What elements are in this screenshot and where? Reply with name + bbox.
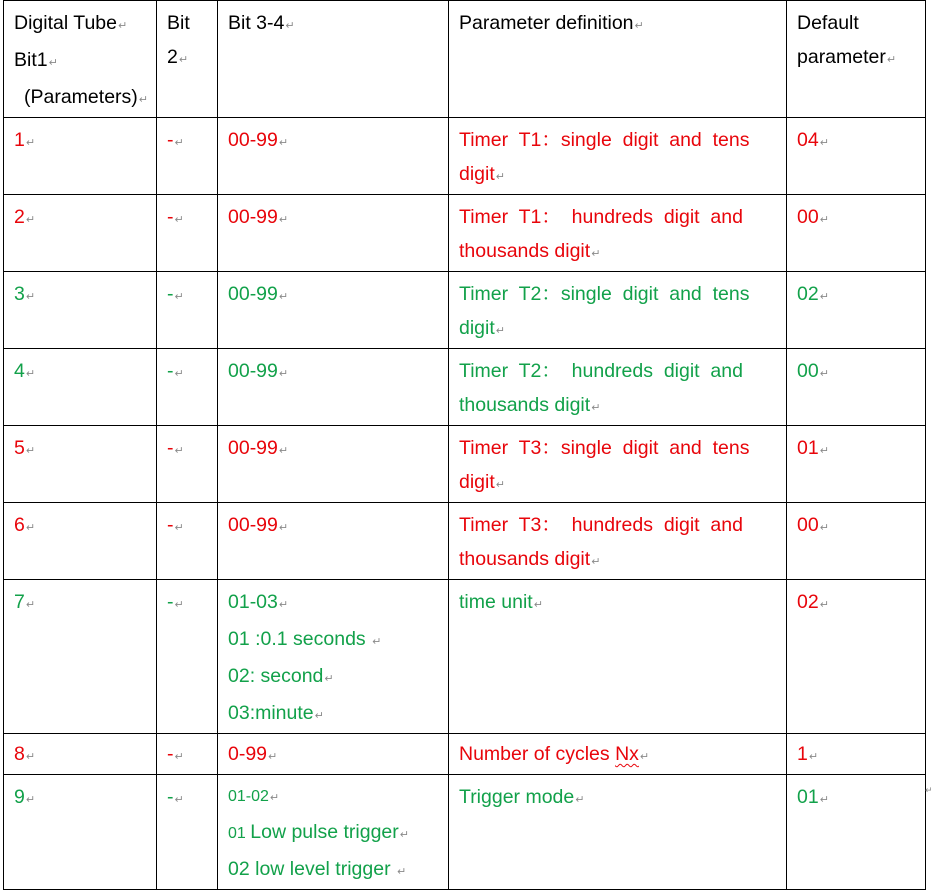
range-cell: 00-99 bbox=[228, 360, 278, 382]
table-row-8: 8↵ -↵ 0-99↵ Number of cycles Nx↵ 1↵ bbox=[4, 734, 926, 775]
header-col1-line3: (Parameters) bbox=[24, 86, 138, 108]
definition-cell: Trigger mode bbox=[459, 786, 575, 808]
default-cell: 00 bbox=[797, 360, 819, 382]
header-bit2-cell: Bit 2↵ bbox=[157, 1, 218, 118]
bit2-cell: - bbox=[167, 786, 174, 808]
bit2-cell: - bbox=[167, 283, 174, 305]
header-definition-cell: Parameter definition↵ bbox=[449, 1, 787, 118]
default-cell: 00 bbox=[797, 206, 819, 228]
range-cell: 00-99 bbox=[228, 514, 278, 536]
header-col4: Parameter definition bbox=[459, 12, 634, 34]
header-col5-line1: Default bbox=[797, 12, 859, 34]
param-cell: 8 bbox=[14, 743, 25, 765]
default-cell: 01 bbox=[797, 437, 819, 459]
default-cell: 04 bbox=[797, 129, 819, 151]
definition-prefix: Number of cycles bbox=[459, 743, 616, 765]
table-row-3: 3↵ -↵ 00-99↵ Timer T2：single digit and tens digit↵ 02↵ bbox=[4, 272, 926, 349]
header-col1-line1: Digital Tube bbox=[14, 12, 117, 34]
definition-line-2: digit bbox=[459, 471, 495, 493]
header-row bbox=[4, 1, 926, 118]
header-col2-line2: 2 bbox=[167, 46, 178, 68]
header-col2-line1: Bit bbox=[167, 12, 190, 34]
range-line-2: 01 :0.1 seconds bbox=[228, 628, 372, 650]
definition-line-2: digit bbox=[459, 317, 495, 339]
table-row-7: 7↵ -↵ 01-03↵ 01 :0.1 seconds ↵ 02: second↵ 03:minute↵ time unit↵ 02↵ bbox=[4, 580, 926, 734]
default-cell: 02 bbox=[797, 591, 819, 613]
default-cell: 02 bbox=[797, 283, 819, 305]
parameter-table bbox=[3, 0, 926, 890]
default-cell: 00 bbox=[797, 514, 819, 536]
range-line-4: 03:minute bbox=[228, 702, 314, 724]
table-row-6: 6↵ -↵ 00-99↵ Timer T3： hundreds digit and thousands digit↵ 00↵ bbox=[4, 503, 926, 580]
table-row-5: 5↵ -↵ 00-99↵ Timer T3：single digit and tens digit↵ 01↵ bbox=[4, 426, 926, 503]
definition-line-1: Timer T2： hundreds digit and bbox=[459, 360, 743, 382]
param-cell: 9 bbox=[14, 786, 25, 808]
default-cell: 1 bbox=[797, 743, 808, 765]
bit2-cell: - bbox=[167, 206, 174, 228]
bit2-cell: - bbox=[167, 129, 174, 151]
range-cell: 00-99 bbox=[228, 129, 278, 151]
param-cell: 7 bbox=[14, 591, 25, 613]
range-line-2-code: 01 bbox=[228, 825, 251, 842]
param-cell: 5 bbox=[14, 437, 25, 459]
bit2-cell: - bbox=[167, 360, 174, 382]
table-row-1: 1↵ -↵ 00-99↵ Timer T1：single digit and tens digit↵ 04↵ bbox=[4, 118, 926, 195]
table-row-9: 9↵ -↵ 01-02↵ 01 Low pulse trigger↵ 02 low level trigger ↵ Trigger mode↵ 01↵ bbox=[4, 775, 926, 890]
table-row-4: 4↵ -↵ 00-99↵ Timer T2： hundreds digit and thousands digit↵ 00↵ bbox=[4, 349, 926, 426]
range-cell: 00-99 bbox=[228, 206, 278, 228]
range-line-3: 02: second bbox=[228, 665, 324, 687]
param-cell: 4 bbox=[14, 360, 25, 382]
bit2-cell: - bbox=[167, 743, 174, 765]
definition-line-2: thousands digit bbox=[459, 394, 591, 416]
definition-line-1: Timer T3： hundreds digit and bbox=[459, 514, 743, 536]
definition-cell: time unit bbox=[459, 591, 533, 613]
definition-line-2: thousands digit bbox=[459, 240, 591, 262]
range-line-1: 01-03 bbox=[228, 591, 278, 613]
range-cell: 0-99 bbox=[228, 743, 268, 765]
bit2-cell: - bbox=[167, 437, 174, 459]
header-col1-line2: Bit1 bbox=[14, 49, 48, 71]
bit2-cell: - bbox=[167, 591, 174, 613]
range-line-2: Low pulse trigger bbox=[250, 821, 399, 843]
table-row-2: 2↵ -↵ 00-99↵ Timer T1： hundreds digit and thousands digit↵ 00↵ bbox=[4, 195, 926, 272]
header-col5-line2: parameter bbox=[797, 46, 886, 68]
spell-check-flagged-word: Nx bbox=[615, 743, 639, 765]
timer-rows bbox=[4, 118, 926, 580]
definition-line-1: Timer T1：single digit and tens bbox=[459, 129, 750, 151]
param-cell: 1 bbox=[14, 129, 25, 151]
definition-line-1: Timer T1： hundreds digit and bbox=[459, 206, 743, 228]
header-param-cell: Digital Tube↵ Bit1↵ (Parameters)↵ bbox=[4, 1, 157, 118]
default-cell: 01 bbox=[797, 786, 819, 808]
bit2-cell: - bbox=[167, 514, 174, 536]
definition-line-2: thousands digit bbox=[459, 548, 591, 570]
range-line-1: 01-02 bbox=[228, 788, 269, 805]
range-line-3: 02 low level trigger bbox=[228, 858, 396, 880]
param-cell: 3 bbox=[14, 283, 25, 305]
param-cell: 6 bbox=[14, 514, 25, 536]
header-bit34-cell: Bit 3-4↵ bbox=[218, 1, 449, 118]
header-col3: Bit 3-4 bbox=[228, 12, 285, 34]
definition-line-2: digit bbox=[459, 163, 495, 185]
header-default-cell: Default parameter↵ bbox=[787, 1, 926, 118]
range-cell: 00-99 bbox=[228, 283, 278, 305]
definition-line-1: Timer T3：single digit and tens bbox=[459, 437, 750, 459]
range-cell: 00-99 bbox=[228, 437, 278, 459]
param-cell: 2 bbox=[14, 206, 25, 228]
end-of-table-mark: ↵ bbox=[925, 785, 933, 795]
definition-line-1: Timer T2：single digit and tens bbox=[459, 283, 750, 305]
